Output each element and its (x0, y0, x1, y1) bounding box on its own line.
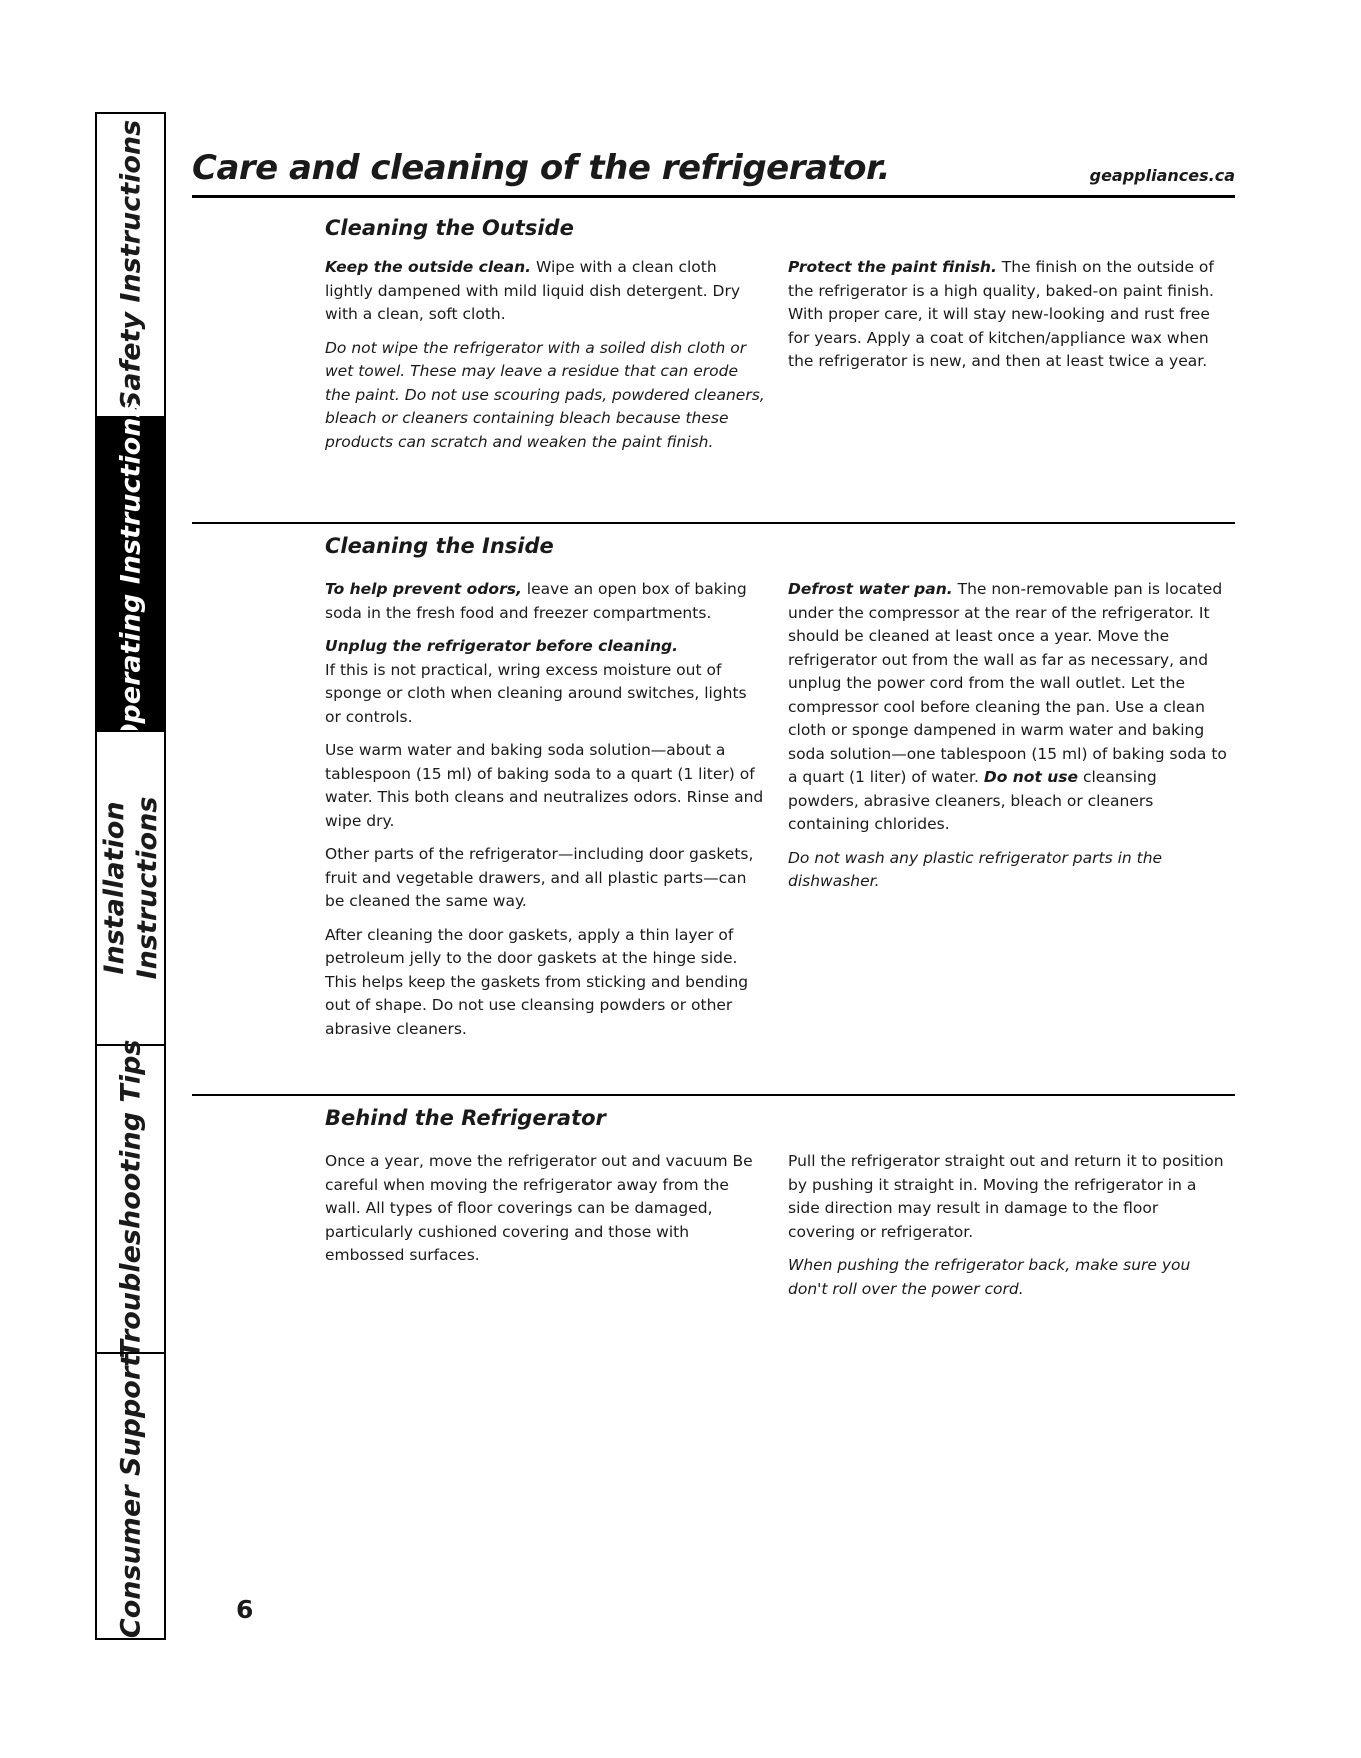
behind-left-column (325, 1150, 765, 1278)
section-title-behind: Behind the Refrigerator (325, 1106, 606, 1130)
tab-consumer-support[interactable] (97, 1352, 164, 1638)
header-divider (192, 195, 1235, 198)
paragraph: To help prevent odors, leave an open box of baking soda in the fresh food and freezer compartments. (325, 580, 747, 622)
tab-label: Safety Instructions (115, 119, 146, 411)
paragraph: Defrost water pan. The non-removable pan is located under the compressor at the rear of the refrigerator. It should be cleaned at least once a year. Move the refrigerator out from the wall as far as necessary, and unplug the power cord from the wall outlet. Let the compressor cool before cleaning the pan. Use a clean cloth or sponge dampened in warm water and baking soda solution—one tablespoon (15 ml) of baking soda to a quart (1 liter) of water. Do not use cleansing powders, abrasive cleaners, bleach or cleaners containing chlorides. (788, 580, 1227, 833)
paragraph: Other parts of the refrigerator—including door gaskets, fruit and vegetable drawers, and all plastic parts—can be cleaned the same way. (325, 845, 754, 910)
outside-right-column (788, 256, 1228, 384)
paragraph: When pushing the refrigerator back, make sure you don't roll over the power cord. (788, 1256, 1191, 1298)
behind-right-column (788, 1150, 1228, 1311)
section-tab-strip (95, 112, 166, 1640)
paragraph: Unplug the refrigerator before cleaning. If this is not practical, wring excess moisture out of sponge or cloth when cleaning around switches, lights or controls. (325, 637, 747, 726)
paragraph: Protect the paint finish. The finish on the outside of the refrigerator is a high quality, baked-on paint finish. With proper care, it will stay new-looking and rust free for years. Apply a coat of kitchen/appliance wax when the refrigerator is new, and then at least twice a year. (788, 258, 1214, 370)
outside-left-column (325, 256, 765, 464)
paragraph: Do not wipe the refrigerator with a soiled dish cloth or wet towel. These may leave a residue that can erode the paint. Do not use scouring pads, powdered cleaners, bleach or cleaners containing bleach because these products can scratch and weaken the paint finish. (325, 338, 765, 451)
paragraph: Keep the outside clean. Wipe with a clean cloth lightly dampened with mild liquid dish detergent. Dry with a clean, soft cloth. (325, 258, 741, 323)
tab-troubleshooting-tips[interactable] (97, 1039, 164, 1359)
tab-operating-instructions[interactable] (97, 401, 164, 747)
tab-label: Troubleshooting Tips (115, 1039, 146, 1359)
section-divider (192, 522, 1235, 524)
inside-right-column (788, 578, 1228, 904)
tab-installation-instructions[interactable] (97, 730, 164, 1044)
paragraph: Use warm water and baking soda solution—about a tablespoon (15 ml) of baking soda to a quart (1 liter) of water. This both cleans and neutralizes odors. Rinse and wipe dry. (325, 741, 764, 830)
section-title-outside: Cleaning the Outside (325, 216, 574, 240)
paragraph: Do not wash any plastic refrigerator parts in the dishwasher. (788, 848, 1163, 890)
inside-left-column (325, 578, 765, 1051)
paragraph: Once a year, move the refrigerator out and vacuum Be careful when moving the refrigerator away from the wall. All types of floor coverings can be damaged, particularly cushioned covering and those with embossed surfaces. (325, 1152, 753, 1264)
tab-label: Consumer Support (115, 1353, 146, 1639)
section-title-inside: Cleaning the Inside (325, 534, 554, 558)
paragraph: Pull the refrigerator straight out and return it to position by pushing it straight in. Moving the refrigerator in a side direction may result in damage to the floor covering or refrigerator. (788, 1152, 1224, 1241)
tab-label: Installation Instructions (98, 796, 163, 980)
page-title: Care and cleaning of the refrigerator. (192, 148, 890, 188)
page-number: 6 (236, 1595, 254, 1624)
tab-label: Operating Instructions (115, 401, 146, 747)
website-link[interactable]: geappliances.ca (1089, 166, 1235, 185)
paragraph: After cleaning the door gaskets, apply a thin layer of petroleum jelly to the door gaskets at the hinge side. This helps keep the gaskets from sticking and bending out of shape. Do not use cleansing powders or other abrasive cleaners. (325, 925, 749, 1038)
section-divider (192, 1094, 1235, 1096)
tab-safety-instructions[interactable] (97, 114, 164, 416)
